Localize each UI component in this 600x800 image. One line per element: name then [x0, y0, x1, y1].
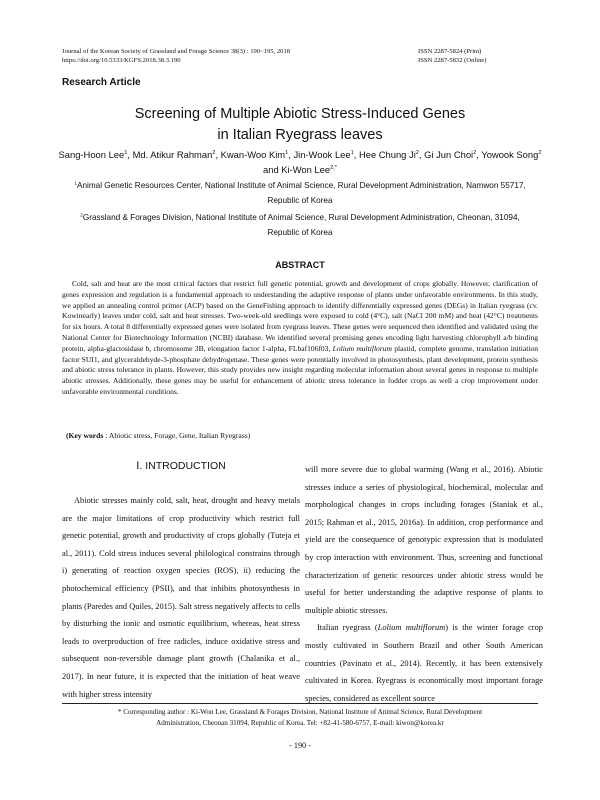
author-sup: 1: [285, 149, 289, 156]
author-name: Hee Chung Ji: [358, 149, 416, 160]
author-name: Kwan-Woo Kim: [220, 149, 286, 160]
corresponding-author-note: [62, 707, 538, 728]
footnote-divider: [62, 703, 538, 704]
abstract-text-2: plastid, complete genome, translation initiation factor SUI1, and glyceraldehyde-3-phosphate dehydrogenase. These genes were potentially involved in photosynthesis, plant development, protein synthesis and abiotic stress tolerance in plants. However, this study provides new insight regarding molecular information about several genes in response to multiple abiotic stresses. Additionally, these genes may be useful for enhancement of abiotic stress tolerance in fodder crops as well a crop improvement under unfavorable environmental conditions.: [62, 343, 538, 396]
author-sup: 2: [538, 149, 542, 156]
header-doi[interactable]: https://doi.org/10.5333/KGFS.2018.38.3.190: [62, 57, 181, 64]
author-name: Ki-Won Lee: [281, 164, 331, 175]
header-issn-print: ISSN 2287-5824 (Print): [418, 48, 482, 55]
affiliation-text: Grassland & Forages Division, National Institute of Animal Science, Rural Development Administration, Cheonan, 31094, Republic of Korea: [82, 213, 520, 237]
author-sup: 2: [415, 149, 419, 156]
affiliation-sup: 2: [80, 213, 83, 219]
author-sup: 2: [212, 149, 216, 156]
affiliation-sup: 1: [74, 181, 77, 187]
header-issn-online: ISSN 2287-5832 (Online): [418, 57, 487, 64]
corresponding-line-2: Administration, Cheonan 31094, Republic of Korea. Tel: +82-41-580-6757, E-mail: kiwon@korea.kr: [156, 718, 444, 727]
keywords-text: : Abiotic stress, Forage, Gene, Italian Ryegrass): [105, 431, 251, 440]
author-list: Sang-Hoon Lee$^1$, Md. Atikur Rahman$^2$, Kwan-Woo Kim$^1$, Jin-Wook Lee$^1$, Hee Chung Ji$^2$, Gi Jun Choi$^2$, Yowook Song$^2$ and Ki-Won Lee$^{2,*}$: [58, 149, 542, 175]
author-name: Yowook Song: [481, 149, 539, 160]
right-column: [305, 461, 543, 707]
page-number: - 190 -: [289, 741, 311, 750]
author-name: Md. Atikur Rahman: [132, 149, 213, 160]
intro-paragraph-continued: will more severe due to global warming (Wang et al., 2016). Abiotic stresses induce a series of physiological, biochemical, molecular and morphological changes in crops including forages (Staniak et al., 2015; Rahman et al., 2015, 2016a). In addition, crop performance and yield are the consequence of genotypic expression that is modulated by crop interaction with environment. Thus, screening and functional characterization of genetic resources under abiotic stress would be useful for better understanding the adaptive response of plants to multiple abiotic stresses.: [305, 465, 543, 615]
title-line-2: in Italian Ryegrass leaves: [217, 127, 383, 143]
title-line-1: Screening of Multiple Abiotic Stress-Induced Genes: [134, 106, 466, 122]
author-name: Sang-Hoon Lee: [58, 149, 125, 160]
intro-p2-text-a: Italian ryegrass (: [317, 623, 378, 633]
header-journal: Journal of the Korean Society of Grassland and Forage Science 38(3) : 190~195, 2018: [62, 48, 291, 55]
abstract-species-italic: Lolium multiflorum: [332, 343, 392, 353]
author-name: Gi Jun Choi: [424, 149, 474, 160]
affiliation-text: Animal Genetic Resources Center, National Institute of Animal Science, Rural Development Administration, Namwon 55717, Republic of Korea: [77, 181, 526, 205]
author-sup: 1: [124, 149, 128, 156]
corresponding-line-1: * Corresponding author : Ki-Won Lee, Grassland & Forages Division, National Institute of Animal Science, Rural Development: [117, 708, 483, 716]
header-issn-block: [418, 47, 538, 65]
intro-p2-text-b: ) is the winter forage crop mostly cultivated in Southern Brazil and other South American countries (Pavinato et al., 2014). Recently, it has been extensively cultivated in Korea. Ryegrass is economically most important forage species, considered as excellent source: [305, 623, 543, 703]
affiliation-2: [64, 210, 536, 240]
author-sup: 2: [473, 149, 477, 156]
abstract-text-1: Cold, salt and heat are the most critical factors that restrict full genetic potential, growth and development of crops globally. However, clarification of genes expression and regulation is a fundamental approach to understanding the adaptive response of plants under unfavorable environments. In this study, we applied an annealing control primer (ACP) based on the GeneFishing approach to identify differentially expressed genes (DEGs) in Italian ryegrass (cv. Kowinearly) leaves under cold, salt and heat stresses. Two-week-old seedlings were exposed to cold (4°C), salt (NaCl 200 mM) and heat (42°C) treatments for six hours. A total 8 differentially expressed genes were isolated from ryegrass leaves. These genes were sequenced then identified and validated using the National Center for Biotechnology Information (NCBI) database. We identified several promising genes encoding light harvesting chlorophyll a/b binding protein, alpha-glactosidase b, chromosome 3B, elongation factor 1-alpha, FLbaf106f03,: [62, 279, 538, 353]
author-sup: 2,*: [330, 164, 337, 171]
abstract-heading: ABSTRACT: [275, 260, 325, 270]
header-journal-block: [62, 47, 382, 65]
abstract-body: [62, 279, 538, 398]
paper-title: [60, 104, 540, 146]
intro-paragraph-2: [305, 619, 543, 707]
article-type: Research Article: [62, 77, 141, 88]
author-name: Jin-Wook Lee: [293, 149, 351, 160]
affiliation-1: [64, 178, 536, 208]
section-heading-introduction: Ⅰ. INTRODUCTION: [136, 460, 226, 472]
author-sup: 1: [350, 149, 354, 156]
intro-paragraph-1: Abiotic stresses mainly cold, salt, heat, drought and heavy metals are the major limitations of crop productivity which restrict full genetic potential, growth and productivity of crops globally (Tuteja et al., 2011). Cold stress induces several philological constrains through i) generating of reaction oxygen species (ROS), ii) reducing the photochemical efficiency (PSII), and that inhibits photosynthesis in plants (Paredes and Quiles, 2015). Salt stress negatively affects to cells by disturbing the ionic and osmotic equilibrium, whereas, heat stress leads to overproduction of free radicles, induce oxidative stress and subsequent non-reversible damage plant growth (Chalanika et al., 2017). In near future, it is expected that the initiation of heat weave with higher stress intensity: [62, 496, 301, 699]
keywords: [66, 431, 250, 440]
intro-species-italic: Lolium multiflorum: [377, 623, 446, 633]
keywords-label: (Key words: [66, 431, 104, 440]
